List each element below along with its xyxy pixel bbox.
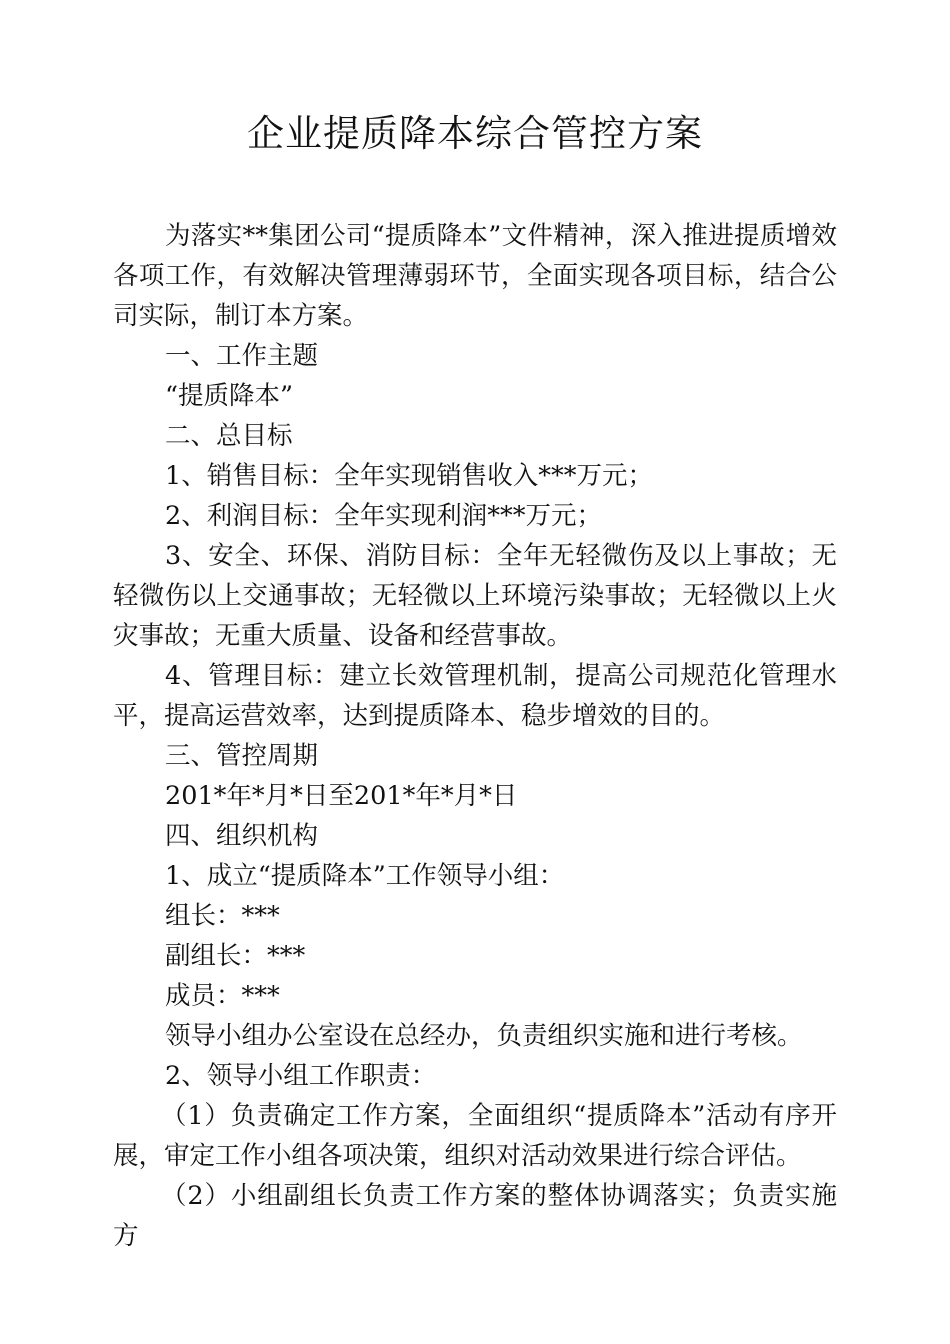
duty-item-1: （1）负责确定工作方案，全面组织“提质降本”活动有序开展，审定工作小组各项决策，组织对活动效果进行综合评估。 [113, 1101, 837, 1171]
section-heading-organization: 四、组织机构 [165, 821, 319, 851]
goal-sales: 1、销售目标：全年实现销售收入***万元； [165, 461, 653, 491]
group-leader: 组长：*** [165, 901, 280, 931]
control-period-text: 201*年*月*日至201*年*月*日 [165, 781, 518, 811]
document-title: 企业提质降本综合管控方案 [247, 112, 703, 155]
goal-management: 4、管理目标：建立长效管理机制，提高公司规范化管理水平，提高运营效率，达到提质降本、稳步增效的目的。 [113, 661, 837, 731]
work-theme-text: “提质降本” [165, 381, 294, 411]
deputy-group-leader: 副组长：*** [165, 941, 306, 971]
document-body [113, 216, 837, 1256]
goal-safety: 3、安全、环保、消防目标：全年无轻微伤及以上事故；无轻微伤以上交通事故；无轻微以上环境污染事故；无轻微以上火灾事故；无重大质量、设备和经营事故。 [113, 541, 837, 651]
organization-item-2: 2、领导小组工作职责： [165, 1061, 437, 1091]
organization-item-1: 1、成立“提质降本”工作领导小组： [165, 861, 565, 891]
section-heading-work-theme: 一、工作主题 [165, 341, 319, 371]
goal-profit: 2、利润目标：全年实现利润***万元； [165, 501, 602, 531]
intro-paragraph: 为落实**集团公司“提质降本”文件精神，深入推进提质增效各项工作，有效解决管理薄弱环节，全面实现各项目标，结合公司实际，制订本方案。 [113, 221, 837, 331]
duty-item-2: （2）小组副组长负责工作方案的整体协调落实；负责实施方 [113, 1181, 837, 1251]
section-heading-control-period: 三、管控周期 [165, 741, 319, 771]
office-location: 领导小组办公室设在总经办，负责组织实施和进行考核。 [165, 1021, 803, 1051]
section-heading-overall-goals: 二、总目标 [165, 421, 293, 451]
group-members: 成员：*** [165, 981, 280, 1011]
